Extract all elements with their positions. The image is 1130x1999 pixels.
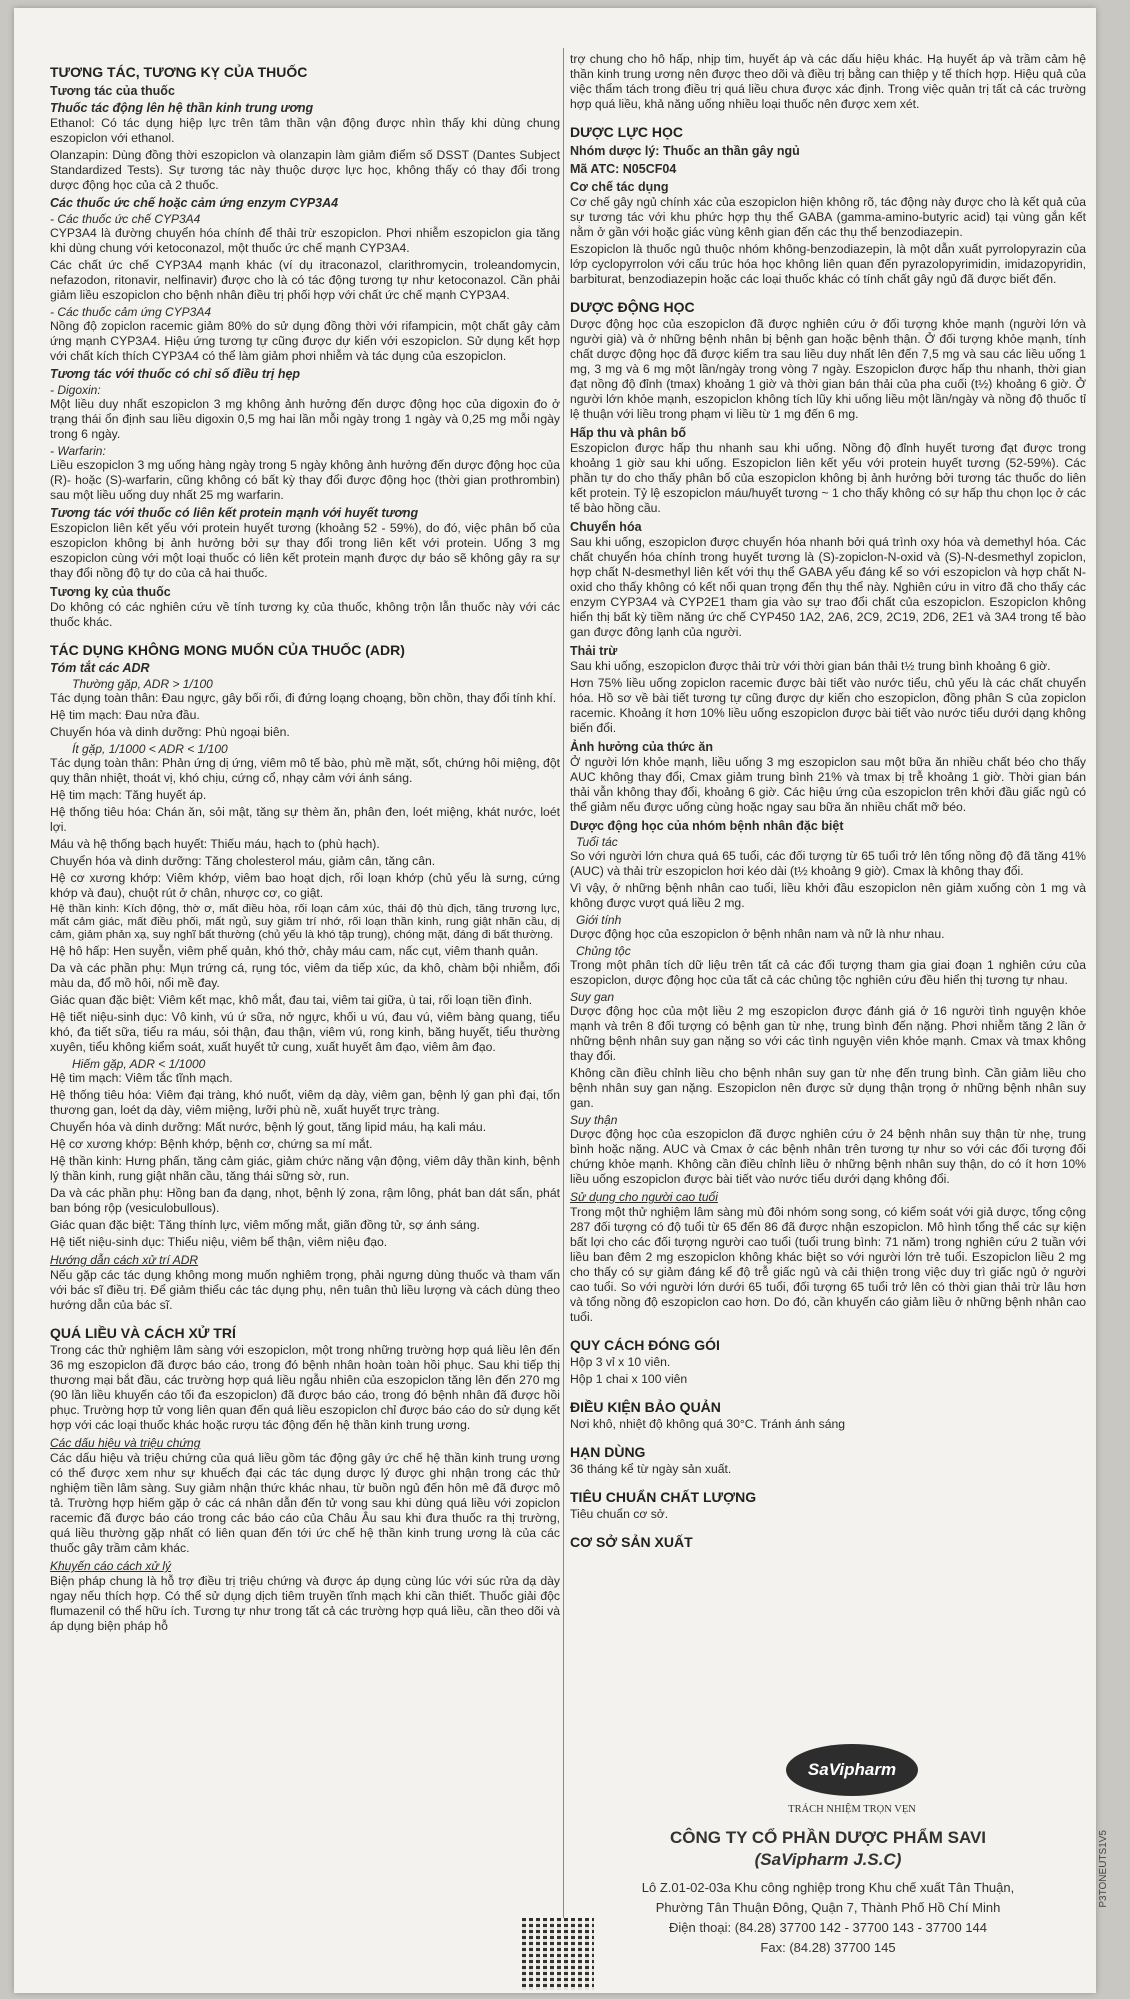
paragraph: Eszopiclon được hấp thu nhanh sau khi uống. Nồng độ đỉnh huyết tương đạt được trong khoảng 1 giờ sau khi uống. Eszopiclon liên kết yếu với protein huyết tương (52-59%). Các phần tự do cho thấy phân bố của eszopiclon không bị ảnh hưởng bởi tương tác thuốc do liên kết protein. Tỷ lệ eszopiclon máu/huyết tương ~ 1 cho thấy không có sự hấp thu chọn lọc ở các tế bào hồng cầu. [570,441,1086,515]
subheading: Mã ATC: N05CF04 [570,162,677,176]
company-address: Lô Z.01-02-03a Khu công nghiệp trong Khu chế xuất Tân Thuận, [641,1880,1015,1895]
item-label: Chủng tộc [576,944,631,958]
company-name: CÔNG TY CỔ PHẦN DƯỢC PHẨM SAVI [669,1828,987,1847]
subheading: Hấp thu và phân bố [570,426,686,440]
paragraph: Do không có các nghiên cứu về tính tương kỵ của thuốc, không trộn lẫn thuốc này với các thuốc khác. [50,600,560,629]
subheading: Thải trừ [570,644,618,658]
paragraph: Eszopiclon liên kết yếu với protein huyết tương (khoảng 52 - 59%), do đó, việc phân bố của eszopiclon không bị ảnh hưởng bởi sự thay đổi trong liên kết với protein. Uống 3 mg eszopiclon cùng với một loại thuốc có liên kết protein mạnh được dự báo sẽ không gây ra sự thay đổi nồng độ tự do của cả hai thuốc. [50,521,560,580]
paragraph: trợ chung cho hô hấp, nhịp tim, huyết áp và các dấu hiệu khác. Hạ huyết áp và trầm cảm hệ thần kinh trung ương nên được theo dõi và điều trị bằng can thiệp y tế thích hợp. Hiệu quả của việc thẩm tách trong điều trị quá liều chưa được xác định. Trong việc quản trị tất cả các trường hợp quá liều, khả năng uống nhiều loại thuốc nên được xem xét. [570,52,1086,111]
underlined-subheading: Khuyến cáo cách xử lý [50,1559,172,1573]
subheading: Tương kỵ của thuốc [50,585,171,599]
paragraph: Trong một phân tích dữ liệu trên tất cả các đối tượng tham gia giai đoạn 1 nghiên cứu của eszopiclon, dược động học của tất cả các chủng tộc nghiên cứu đều hiển thị tương tự nhau. [570,958,1086,987]
item-label: Suy gan [570,990,615,1004]
frequency-label: Ít gặp, 1/1000 < ADR < 1/100 [72,742,228,756]
paragraph: Hệ tim mạch: Tăng huyết áp. [50,788,207,802]
company-block [570,1828,1086,1958]
paragraph: Hệ tim mạch: Viêm tắc tĩnh mạch. [50,1071,233,1085]
paragraph: 36 tháng kể từ ngày sản xuất. [570,1462,732,1476]
item-label: Tuổi tác [576,835,618,849]
subheading: Dược động học của nhóm bệnh nhân đặc biệt [570,819,844,833]
paragraph: Chuyển hóa và dinh dưỡng: Phù ngoại biên. [50,725,290,739]
paragraph: Hệ thần kinh: Kích động, thờ ơ, mất điều hòa, rối loạn cảm xúc, thái độ thù địch, tăng trương lực, mất cảm giác, mất điều phối, mất ngủ, suy giảm trí nhớ, rối loạn thần kinh, rung giật nhãn cầu, dị cảm, giảm phản xạ, suy nghĩ bất thường (chủ yếu là khó tập trung), chóng mặt, đáng đi bất thường. [50,903,560,941]
right-column [570,52,1086,1552]
paragraph: Một liều duy nhất eszopiclon 3 mg không ảnh hưởng đến dược động học của digoxin đo ở trạng thái ổn định sau liều digoxin 0,5 mg hai lần mỗi ngày trong 1 ngày và 0,25 mg mỗi ngày trong 6 ngày. [50,397,560,441]
paragraph: Nơi khô, nhiệt độ không quá 30°C. Tránh ánh sáng [570,1417,846,1431]
paragraph: Giác quan đặc biệt: Tăng thính lực, viêm mống mắt, giãn đồng tử, sợ ánh sáng. [50,1218,480,1232]
paragraph: Hệ cơ xương khớp: Viêm khớp, viêm bao hoạt dịch, rối loạn khớp (chủ yếu là sưng, cứng khớp và đau), chuột rút ở chân, nhược cơ, co giật. [50,871,560,900]
underlined-subheading: Các dấu hiệu và triệu chứng [50,1436,201,1450]
qr-code-icon [522,1918,594,1990]
paragraph: Không cần điều chỉnh liều cho bệnh nhân suy gan từ nhẹ đến trung bình. Cần giảm liều cho bệnh nhân suy gan nặng. Eszopiclon nên được sử dụng thận trọng ở những bệnh nhân suy gan. [570,1066,1086,1110]
paragraph: Da và các phần phụ: Mụn trứng cá, rụng tóc, viêm da tiếp xúc, da khô, chàm bội nhiễm, đổi màu da, đổ mồ hôi, nổi mề đay. [50,961,560,990]
section-heading: HẠN DÙNG [570,1444,646,1460]
underlined-subheading: Sử dụng cho người cao tuổi [570,1190,718,1204]
paragraph: Tác dụng toàn thân: Đau ngực, gây bối rối, đi đứng loạng choạng, bồn chồn, thay đổi tính khí. [50,691,557,705]
paragraph: Biện pháp chung là hỗ trợ điều trị triệu chứng và được áp dụng cùng lúc với súc rửa dạ dày ngay nếu thích hợp. Có thể sử dụng dịch tiêm truyền tĩnh mạch khi cần thiết. Thuốc giải độc flumazenil có thể hữu ích. Tương tự như trong tất cả các trường hợp quá liều, cần theo dõi và áp dụng biện pháp hỗ [50,1574,560,1633]
subheading: Tương tác của thuốc [50,84,175,98]
paragraph: Nồng độ zopiclon racemic giảm 80% do sử dụng đồng thời với rifampicin, một chất gây cảm ứng mạnh CYP3A4. Hiệu ứng tương tự cũng được dự kiến với eszopiclon. Sử dụng kết hợp với chất kích thích CYP3A4 có thể làm giảm phơi nhiễm và tác dụng của eszopiclon. [50,319,560,363]
paragraph: Hệ tiết niệu-sinh dục: Thiểu niệu, viêm bể thận, viêm niệu đạo. [50,1235,388,1249]
left-column [50,52,560,1636]
paragraph: Vì vậy, ở những bệnh nhân cao tuổi, liều khởi đầu eszopiclon nên giảm xuống còn 1 mg và không được vượt quá liều 2 mg. [570,881,1086,910]
subheading: Cơ chế tác dụng [570,180,669,194]
paragraph: Dược động học của một liều 2 mg eszopiclon được đánh giá ở 16 người tình nguyện khỏe mạnh và trên 8 đối tượng có bệnh gan từ nhẹ, trung bình đến nặng. Phơi nhiễm tăng 2 lần ở những bệnh nhân suy gan nặng so với các tình nguyện viên khỏe mạnh. Cmax và tmax không thay đổi. [570,1004,1086,1063]
paragraph: Dược động học của eszopiclon ở bệnh nhân nam và nữ là như nhau. [570,927,945,941]
section-heading: CƠ SỞ SẢN XUẤT [570,1534,693,1550]
frequency-label: Hiếm gặp, ADR < 1/1000 [72,1057,206,1071]
paragraph: Máu và hệ thống bạch huyết: Thiếu máu, hạch to (phù hạch). [50,837,380,851]
paragraph: Sau khi uống, eszopiclon được chuyển hóa nhanh bởi quá trình oxy hóa và demethyl hóa. Các chất chuyển hóa chính trong huyết tương là (S)-zopiclon-N-oxid và (S)-N-desmethyl zopiclon, hợp chất N-desmethyl liên kết với thụ thể GABA yếu đáng kể so với eszopiclon và hợp chất N-oxid cho thấy không có kết nối quan trọng đến thụ thể này. Nghiên cứu in vitro đã cho thấy các enzym CYP3A4 và CYP2E1 tham gia vào sự trao đổi chất của eszopiclon. Eszopiclon không hiển thị bất kỳ tiềm năng ức chế CYP450 1A2, 2A6, 2C9, 2C19, 2D6, 2E1 và 3A4 trong tế bào gan được đông lạnh của người. [570,535,1086,639]
paragraph: Olanzapin: Dùng đồng thời eszopiclon và olanzapin làm giảm điểm số DSST (Dantes Subject Standardized Tests). Sự tương tác này thuộc dược lực học, không thấy có thay đổi trong dược động học của cả 2 thuốc. [50,148,560,192]
subheading: Tương tác với thuốc có chỉ số điều trị hẹp [50,367,301,381]
frequency-label: Thường gặp, ADR > 1/100 [72,677,213,691]
leaflet-sheet [14,8,1096,1993]
item-label: - Các thuốc ức chế CYP3A4 [50,212,201,226]
section-heading: DƯỢC LỰC HỌC [570,124,683,140]
paragraph: So với người lớn chưa quá 65 tuổi, các đối tượng từ 65 tuổi trở lên tổng nồng độ đã tăng 41% (AUC) và thải trừ eszopiclon hơi kéo dài (t½ khoảng 9 giờ). Cmax là không thay đổi. [570,849,1086,878]
paragraph: Nếu gặp các tác dụng không mong muốn nghiêm trọng, phải ngưng dùng thuốc và tham vấn với bác sĩ điều trị. Để giảm thiểu các tác dụng phụ, nên tuân thủ liều lượng và cách dùng theo hướng dẫn của bác sĩ. [50,1268,560,1312]
paragraph: Cơ chế gây ngủ chính xác của eszopiclon hiện không rõ, tác động này được cho là kết quả của sự tương tác với khu phức hợp thụ thể GABA (gamma-amino-butyric acid) tại vùng gắn kết nằm ở gần với hoặc giác vùng kênh gian đến các thụ thể benzodiazepin. [570,195,1086,239]
company-fax: Fax: (84.28) 37700 145 [760,1940,896,1955]
section-heading: DƯỢC ĐỘNG HỌC [570,299,695,315]
item-label: - Các thuốc cảm ứng CYP3A4 [50,305,212,319]
item-label: Suy thận [570,1113,618,1127]
paragraph: Hệ cơ xương khớp: Bệnh khớp, bệnh cơ, chứng sa mí mắt. [50,1137,373,1151]
section-heading: QUÁ LIỀU VÀ CÁCH XỬ TRÍ [50,1325,236,1341]
company-phone: Điện thoại: (84.28) 37700 142 - 37700 143 - 37700 144 [668,1920,988,1935]
paragraph: Hệ thần kinh: Hưng phấn, tăng cảm giác, giảm chức năng vận động, viêm dây thần kinh, bệnh lý thần kinh, rung giật nhãn cầu, tăng thái sững sờ, run. [50,1154,560,1183]
paragraph: Trong các thử nghiệm lâm sàng với eszopiclon, một trong những trường hợp quá liều lên đến 36 mg eszopiclon đã được báo cáo, trong đó bệnh nhân hoàn toàn hồi phục. Sau khi tiếp thị thương mại bắt đầu, các trường hợp quá liều ngẫu nhiên của eszopiclon tăng lên đến 270 mg (90 lần liều khuyến cáo tối đa eszopiclon) đã được báo cáo, trong đó bệnh nhân đã được hồi phục. Trường hợp tử vong liên quan đến quá liều eszopiclon chỉ được báo cáo do sử dụng kết hợp với các loại thuốc khác hoặc rượu tác động đến hệ thần kinh trung ương. [50,1343,560,1432]
section-heading: ĐIỀU KIỆN BẢO QUẢN [570,1399,721,1415]
paragraph: Sau khi uống, eszopiclon được thải trừ với thời gian bán thải t½ trung bình khoảng 6 giờ. [570,659,1051,673]
paragraph: Da và các phần phụ: Hồng ban đa dạng, nhọt, bệnh lý zona, rậm lông, phát ban dát sẩn, phát ban bóng rộp (vesiculobullous). [50,1186,560,1215]
underlined-subheading: Hướng dẫn cách xử trí ADR [50,1253,199,1267]
subheading: Tương tác với thuốc có liên kết protein mạnh với huyết tương [50,506,419,520]
item-label: - Warfarin: [50,444,106,458]
column-divider [563,48,564,1918]
paragraph: Chuyển hóa và dinh dưỡng: Tăng cholesterol máu, giảm cân, tăng cân. [50,854,436,868]
paragraph: Các chất ức chế CYP3A4 mạnh khác (ví dụ itraconazol, clarithromycin, troleandomycin, nefazodon, ritonavir, nelfinavir) được cho là có tác động tương tự như ketoconazol. Cần phải giảm liều eszopiclon cho bệnh nhân điều trị phối hợp với chất ức chế mạnh CYP3A4. [50,258,560,302]
paragraph: Chuyển hóa và dinh dưỡng: Mất nước, bệnh lý gout, tăng lipid máu, hạ kali máu. [50,1120,487,1134]
section-heading: TIÊU CHUẨN CHẤT LƯỢNG [570,1489,757,1505]
paragraph: Eszopiclon là thuốc ngủ thuộc nhóm không-benzodiazepin, là một dẫn xuất pyrrolopyrazin của lớp cyclopyrrolon với cấu trúc hóa học không liên quan đến pyrazolopyrimidin, imidazopyridin, barbiturat, benzodiazepin hoặc các loại thuốc khác có tính chất gây ngủ đã được biết đến. [570,242,1086,286]
paragraph: Các dấu hiệu và triệu chứng của quá liều gồm tác động gây ức chế hệ thần kinh trung ương có thể được xem như sự khuếch đại các tác dụng dược lý được ghi nhận trong các thử nghiệm tiền lâm sàng. Suy giảm nhận thức khác nhau, từ buồn ngủ đến hôn mê đã được mô tả. Trường hợp hiếm gặp ở các cá nhân dẫn đến tử vong sau khi dùng quá liều với zopiclon racemic đã được báo cáo trong các báo cáo của Châu Âu sau khi đưa thuốc ra thị trường, quá liều thường gặp nhất có liên quan đến tới ức chế hệ thần kinh trung ương là của các thuốc gây trầm cảm khác. [50,1451,560,1555]
item-label: - Digoxin: [50,383,101,397]
paragraph: CYP3A4 là đường chuyển hóa chính để thải trừ eszopiclon. Phơi nhiễm eszopiclon gia tăng khi dùng chung với ketoconazol, một thuốc ức chế mạnh CYP3A4. [50,226,560,255]
paragraph: Tác dụng toàn thân: Phản ứng dị ứng, viêm mô tế bào, phù mề mặt, sốt, chứng hôi miệng, đột quỵ thân nhiệt, thoát vị, khó chịu, cứng cổ, nhạy cảm với ánh sáng. [50,756,560,785]
paragraph: Trong một thử nghiệm lâm sàng mù đôi nhóm song song, có kiểm soát với giả dược, tổng cộng 287 đối tượng có độ tuổi từ 65 đến 86 đã được nhận eszopiclon. Mô hình tổng thể các sự kiện bất lợi cho các đối tượng người cao tuổi (tuổi trung bình: 71 năm) trong nghiên cứu 2 tuần với liều ban đêm 2 mg eszopiclon không khác biệt so với người lớn trẻ tuổi. Eszopiclon liều 2 mg cho thấy có sự giảm đáng kể độ trễ giấc ngủ và cải thiện trong việc duy trì giấc ngủ ở người cao tuổi. So với người lớn dưới 65 tuổi, đối tượng 65 tuổi trở lên có thời gian thải trừ lâu hơn và tổng nồng độ eszopiclon cao hơn. Do đó, cần khuyến cáo giảm liều ở những bệnh nhân cao tuổi. [570,1205,1086,1324]
section-heading: QUY CÁCH ĐÓNG GÓI [570,1337,720,1353]
company-abbreviation: (SaVipharm J.S.C) [754,1850,902,1869]
paragraph: Ethanol: Có tác dụng hiệp lực trên tâm thần vận động được nhìn thấy khi dùng chung eszopiclon với ethanol. [50,116,560,145]
company-motto: TRÁCH NHIỆM TRỌN VẸN [788,1804,916,1815]
savipharm-logo: SaVipharm [786,1744,918,1796]
subheading: Tóm tắt các ADR [50,661,150,675]
paragraph: Tiêu chuẩn cơ sở. [570,1507,669,1521]
subheading: Thuốc tác động lên hệ thần kinh trung ương [50,101,314,115]
paragraph: Giác quan đặc biệt: Viêm kết mạc, khô mắt, đau tai, viêm tai giữa, ù tai, rối loạn tiền đình. [50,993,533,1007]
paragraph: Hệ tim mạch: Đau nửa đầu. [50,708,200,722]
paragraph: Liều eszopiclon 3 mg uống hàng ngày trong 5 ngày không ảnh hưởng đến dược động học của (R)- hoặc (S)-warfarin, cũng không có bất kỳ thay đổi được động học (thời gian prothrombin) sau một liều uống duy nhất 25 mg warfarin. [50,458,560,502]
paragraph: Dược động học của eszopiclon đã được nghiên cứu ở 24 bệnh nhân suy thận từ nhẹ, trung bình hoặc nặng. AUC và Cmax ở các bệnh nhân trên tương tự như so với các đối tượng đối chứng khỏe mạnh. Không cần điều chỉnh liều ở những bệnh nhân suy thận, do có ít hơn 10% liều uống eszopiclon được bài tiết vào nước tiểu dưới dạng không đổi. [570,1127,1086,1186]
subheading: Ảnh hưởng của thức ăn [570,740,713,754]
subheading: Nhóm dược lý: Thuốc an thần gây ngủ [570,144,800,158]
paragraph: Hệ thống tiêu hóa: Chán ăn, sỏi mật, tăng sự thèm ăn, phân đen, loét miệng, khát nước, loét lợi. [50,805,560,834]
paragraph: Dược động học của eszopiclon đã được nghiên cứu ở đối tượng khỏe mạnh (người lớn và người già) và ở những bệnh nhân bị bệnh gan hoặc bệnh thận. Ở đối tượng khỏe mạnh, tính chất dược động học đã được kiểm tra sau liều duy nhất lên đến 7,5 mg và sau các liều uống 1 mg, 3 mg và 6 mg một lần/ngày trong vòng 7 ngày. Eszopiclon được hấp thu nhanh, thời gian đạt nồng độ đỉnh (tmax) khoảng 1 giờ và thời gian bán thải của pha cuối (t½) khoảng 6 giờ. Ở người lớn khỏe mạnh, eszopiclon không tích lũy khi uống liều một lần/ngày và nồng độ thuốc tỉ lệ thuận với liều trong phạm vi liều từ 1 mg đến 6 mg. [570,317,1086,421]
section-heading: TÁC DỤNG KHÔNG MONG MUỐN CỦA THUỐC (ADR) [50,642,405,658]
paragraph: Ở người lớn khỏe mạnh, liều uống 3 mg eszopiclon sau một bữa ăn nhiều chất béo cho thấy AUC không thay đổi, Cmax giảm trung bình 21% và tmax bị trễ khoảng 1 giờ. Thời gian bán thải vẫn không thay đổi, khoảng 6 giờ. Các hiệu ứng của eszopiclon trên khởi đầu giấc ngủ có thể giảm nếu được uống cùng hoặc ngay sau bữa ăn nhiều chất mỡ béo. [570,755,1086,814]
paragraph: Hộp 1 chai x 100 viên [570,1372,688,1386]
item-label: Giới tính [576,913,622,927]
subheading: Các thuốc ức chế hoặc cảm ứng enzym CYP3A4 [50,196,339,210]
paragraph: Hơn 75% liều uống zopiclon racemic được bài tiết vào nước tiểu, chủ yếu là các chất chuyển hóa. Hồ sơ về bài tiết tương tự cũng được dự kiến cho eszopiclon, đồng phân S của zopiclon racemic. Khoảng ít hơn 10% liều uống eszopiclon được bài tiết vào nước tiểu dưới dạng không biến đổi. [570,676,1086,735]
paragraph: Hộp 3 vỉ x 10 viên. [570,1355,671,1369]
paragraph: Hệ thống tiêu hóa: Viêm đại tràng, khó nuốt, viêm dạ dày, viêm gan, bệnh lý gan phì đại, tổn thương gan, loét dạ dày, viêm miệng, lưỡi phù nề, xuất huyết trực tràng. [50,1088,560,1117]
paragraph: Hệ tiết niệu-sinh dục: Vô kinh, vú ứ sữa, nở ngực, khối u vú, đau vú, viêm bàng quang, tiểu khó, đa tiết sữa, tiểu ra máu, sỏi thận, đau thận, viêm vú, rong kinh, băng huyết, tiểu thường xuyên, tiểu không kiểm soát, xuất huyết tử cung, xuất huyết âm đạo, viêm âm đạo. [50,1010,560,1054]
subheading: Chuyển hóa [570,520,642,534]
paragraph: Hệ hô hấp: Hen suyễn, viêm phế quản, khó thở, chảy máu cam, nấc cụt, viêm thanh quản. [50,944,539,958]
company-address: Phường Tân Thuận Đông, Quận 7, Thành Phố Hồ Chí Minh [655,1900,1001,1915]
section-heading: TƯƠNG TÁC, TƯƠNG KỴ CỦA THUỐC [50,64,308,80]
print-code: P3TONEUTS1V5 [1098,1830,1109,1908]
